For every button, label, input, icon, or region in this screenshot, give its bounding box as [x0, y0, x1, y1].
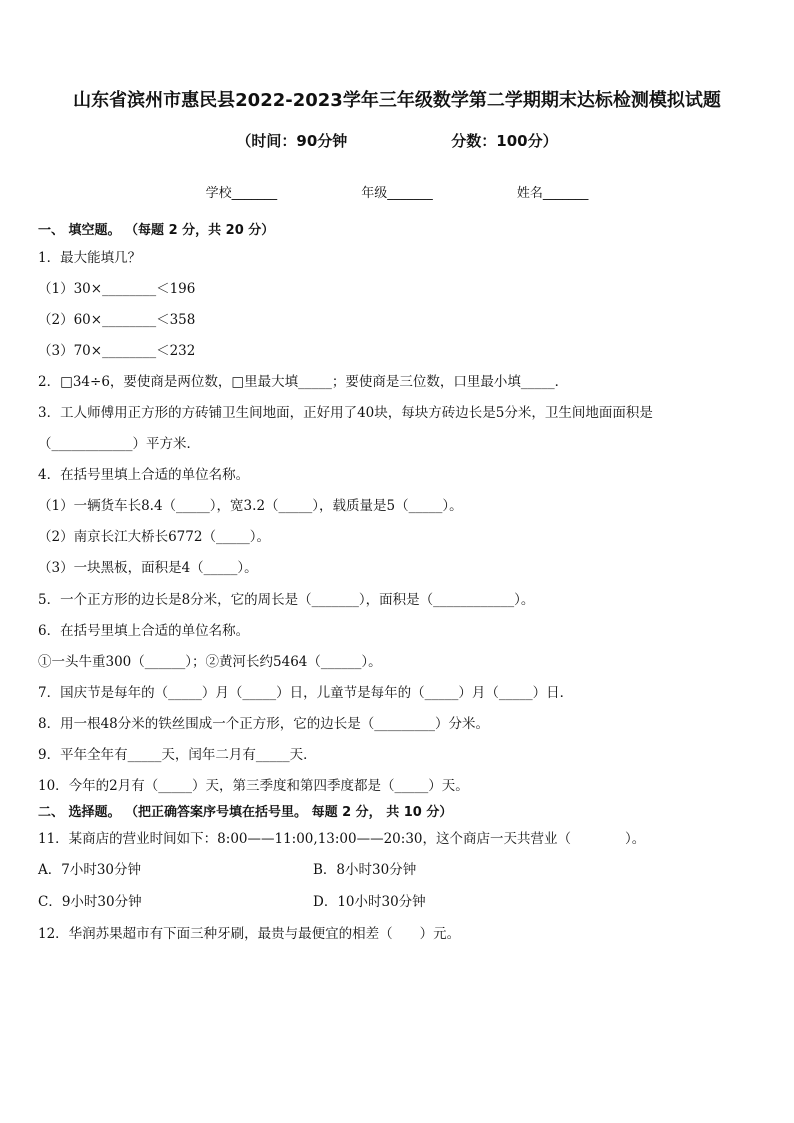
exam-title: 山东省滨州市惠民县2022-2023学年三年级数学第二学期期末达标检测模拟试题 — [73, 90, 721, 111]
option-d: D．10小时30分钟 — [313, 894, 426, 910]
question-line: 6．在括号里填上合适的单位名称。 — [38, 623, 250, 639]
question-line: 7．国庆节是每年的（_____）月（_____）日，儿童节是每年的（_____）月（_____）日． — [38, 685, 574, 701]
question-line: 10．今年的2月有（_____）天，第三季度和第四季度都是（_____）天。 — [38, 778, 469, 794]
exam-time: （时间：90分钟 — [236, 132, 348, 150]
question-line: 2．□34÷6，要使商是两位数，□里最大填_____；要使商是三位数，口里最小填_____． — [38, 374, 569, 390]
question-line: （1）30×________＜196 — [38, 281, 196, 297]
question-line: 1．最大能填几？ — [38, 250, 142, 266]
section-heading-fill-blank: 一、 填空题。 （每题 2 分，共 20 分） — [38, 223, 275, 238]
school-field: 学校_______ — [205, 186, 278, 201]
option-c: C．9小时30分钟 — [38, 894, 142, 910]
exam-score: 分数：100分） — [451, 132, 558, 150]
question-line: （2）60×________＜358 — [38, 312, 196, 328]
question-line: 9．平年全年有_____天，闰年二月有_____天． — [38, 747, 317, 763]
question-line: 5．一个正方形的边长是8分米，它的周长是（_______），面积是（____________）。 — [38, 592, 535, 608]
question-line: 3．工人师傅用正方形的方砖铺卫生间地面，正好用了40块，每块方砖边长是5分米，卫生间地面面积是 — [38, 405, 653, 421]
question-line: （3）70×________＜232 — [38, 343, 196, 359]
question-11: 11．某商店的营业时间如下：8:00——11:00,13:00——20:30，这个商店一天共营业（ ）。 — [38, 831, 646, 847]
question-line: 8．用一根48分米的铁丝围成一个正方形，它的边长是（_________）分米。 — [38, 716, 490, 732]
option-b: B．8小时30分钟 — [313, 862, 417, 878]
question-line: 4．在括号里填上合适的单位名称。 — [38, 467, 250, 483]
question-line: （____________）平方米． — [38, 436, 200, 452]
student-info — [0, 182, 794, 201]
exam-subtitle — [0, 130, 794, 151]
grade-field: 年级_______ — [361, 186, 433, 201]
question-line: ①一头牛重300（______）；②黄河长约5464（______）。 — [38, 654, 382, 670]
question-line: （3）一块黑板，面积是4（_____）。 — [38, 560, 258, 576]
option-a: A．7小时30分钟 — [38, 862, 142, 878]
section-heading-choice: 二、 选择题。 （把正确答案序号填在括号里。 每题 2 分， 共 10 分） — [38, 805, 453, 820]
question-line: （1）一辆货车长8.4（_____），宽3.2（_____），载质量是5（_____）。 — [38, 498, 463, 514]
name-field: 姓名_______ — [516, 186, 589, 201]
question-12: 12．华润苏果超市有下面三种牙刷，最贵与最便宜的相差（ ）元。 — [38, 926, 461, 942]
question-line: （2）南京长江大桥长6772（_____）。 — [38, 529, 270, 545]
